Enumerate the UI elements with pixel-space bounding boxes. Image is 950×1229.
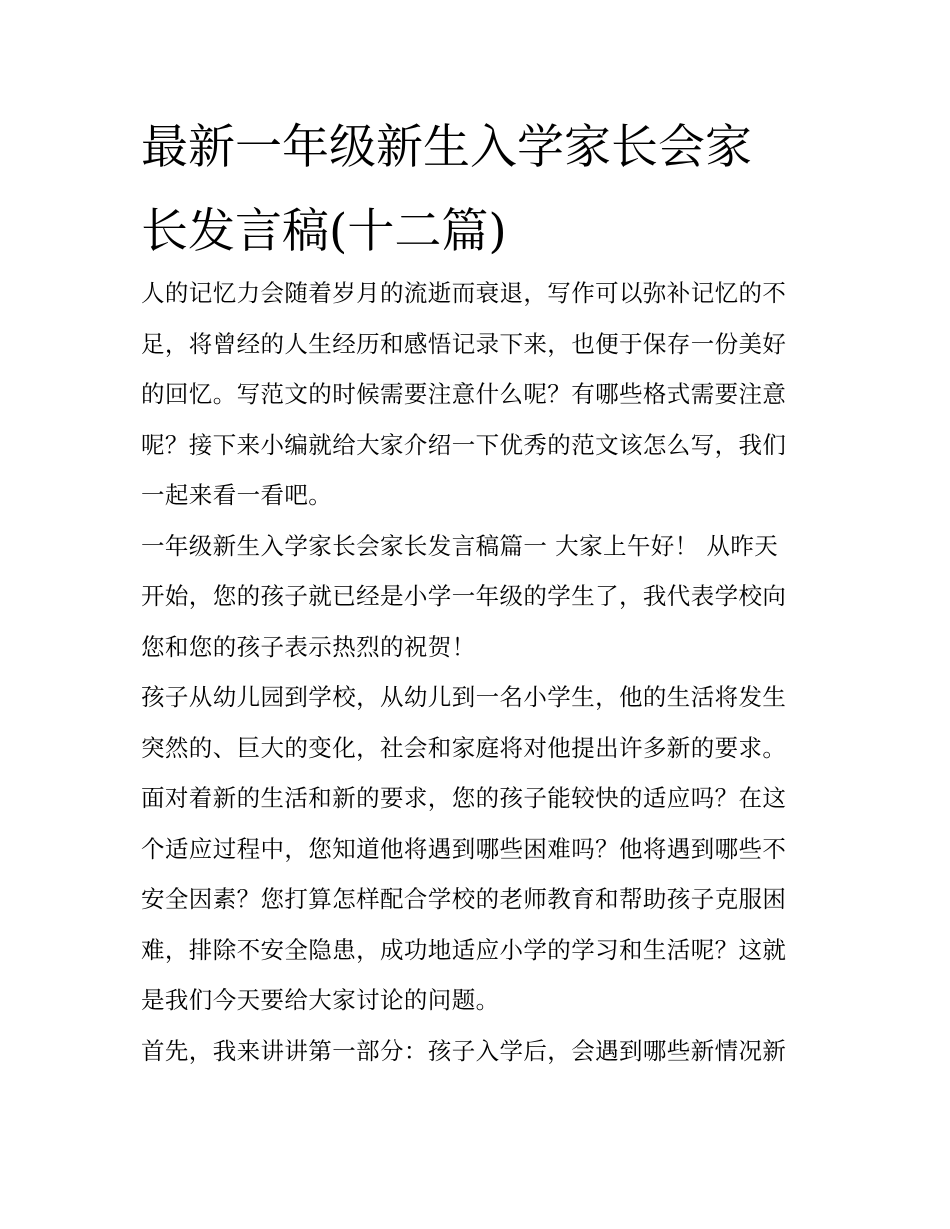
body-text-line: 足，将曾经的人生经历和感悟记录下来，也便于保存一份美好 <box>141 329 787 358</box>
body-text-line: 面对着新的生活和新的要求，您的孩子能较快的适应吗？在这 <box>141 784 787 812</box>
body-text-line: 一年级新生入学家长会家长发言稿篇一 大家上午好！ 从昨天 <box>141 531 779 560</box>
body-text-line: 难，排除不安全隐患，成功地适应小学的学习和生活呢？这就 <box>141 935 787 964</box>
body-text-line: 人的记忆力会随着岁月的流逝而衰退，写作可以弥补记忆的不 <box>141 279 787 307</box>
body-text-line: 突然的、巨大的变化，社会和家庭将对他提出许多新的要求。 <box>141 733 787 762</box>
body-text-line: 孩子从幼儿园到学校，从幼儿到一名小学生，他的生活将发生 <box>141 683 787 711</box>
body-text-line: 是我们今天要给大家讨论的问题。 <box>141 986 500 1014</box>
document-body <box>141 268 821 1076</box>
body-text-line: 个适应过程中，您知道他将遇到哪些困难吗？他将遇到哪些不 <box>141 834 787 863</box>
body-text-line: 首先，我来讲讲第一部分：孩子入学后，会遇到哪些新情况新 <box>141 1036 787 1065</box>
body-text-line: 安全因素？您打算怎样配合学校的老师教育和帮助孩子克服困 <box>141 885 787 913</box>
body-text-line: 呢？接下来小编就给大家介绍一下优秀的范文该怎么写，我们 <box>141 430 787 459</box>
body-text-line: 您和您的孩子表示热烈的祝贺！ <box>141 632 476 661</box>
body-text-line: 一起来看一看吧。 <box>141 481 333 509</box>
title-line: 长发言稿(十二篇) <box>141 204 507 259</box>
body-text-line: 的回忆。写范文的时候需要注意什么呢？有哪些格式需要注意 <box>141 380 787 408</box>
body-text-line: 开始，您的孩子就已经是小学一年级的学生了，我代表学校向 <box>141 582 787 610</box>
document-title <box>141 106 821 274</box>
title-line: 最新一年级新生入学家长会家 <box>141 120 752 175</box>
